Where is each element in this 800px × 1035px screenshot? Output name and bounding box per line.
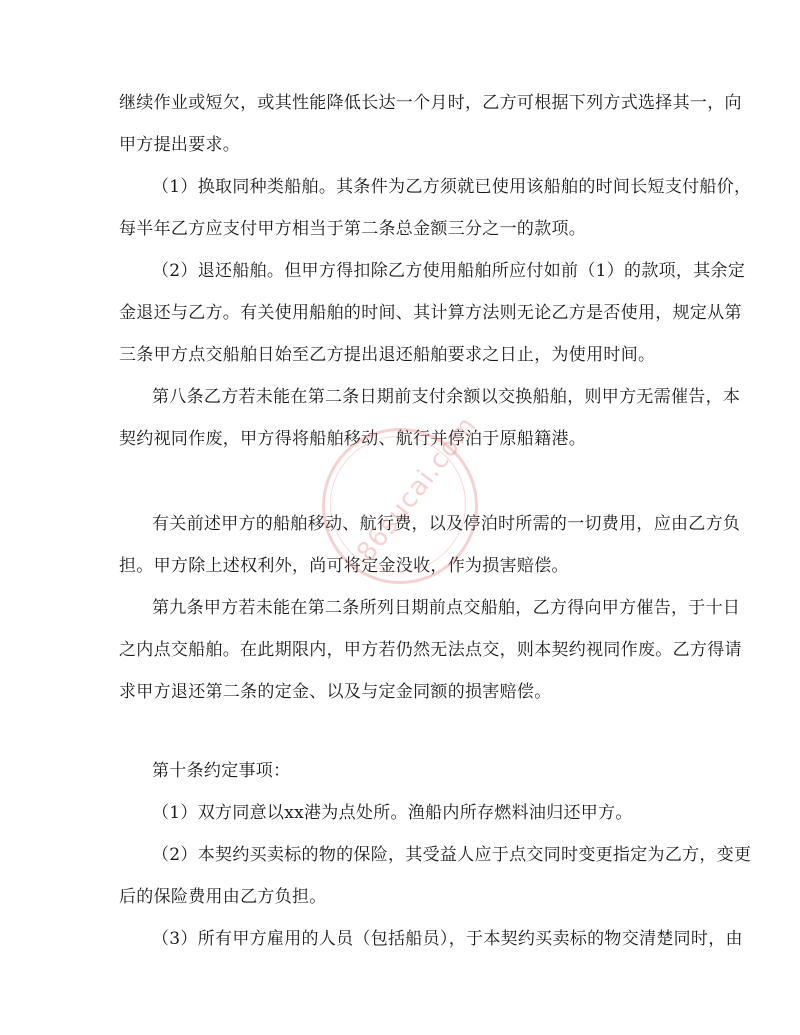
paragraph-line: 每半年乙方应支付甲方相当于第二条总金额三分之一的款项。 <box>119 219 587 239</box>
paragraph-line: （2）退还船舶。但甲方得扣除乙方使用船舶所应付如前（1）的款项，其余定 <box>152 261 746 281</box>
paragraph-line: 三条甲方点交船舶日始至乙方提出退还船舶要求之日止，为使用时间。 <box>119 345 656 365</box>
watermark-text: 86sucai.com <box>351 410 483 568</box>
paragraph-line: 契约视同作废，甲方得将船舶移动、航行并停泊于原船籍港。 <box>119 429 587 449</box>
paragraph-line: 担。甲方除上述权利外，尚可将定金没收，作为损害赔偿。 <box>119 556 569 576</box>
paragraph-line: 有关前述甲方的船舶移动、航行费，以及停泊时所需的一切费用，应由乙方负 <box>152 514 741 534</box>
paragraph-line: （1）双方同意以xx港为点处所。渔船内所存燃料油归还甲方。 <box>152 803 633 823</box>
watermark-inner-ring <box>330 410 483 572</box>
paragraph-line: （2）本契约买卖标的物的保险，其受益人应于点交同时变更指定为乙方，变更 <box>152 845 752 865</box>
paragraph-line: 金退还与乙方。有关使用船舶的时间、其计算方法则无论乙方是否使用，规定从第 <box>119 303 742 323</box>
paragraph-line: 甲方提出要求。 <box>119 135 241 155</box>
paragraph-line: 求甲方退还第二条的定金、以及与定金同额的损害赔偿。 <box>119 682 552 702</box>
paragraph-line: 后的保险费用由乙方负担。 <box>119 887 327 907</box>
paragraph-line: 继续作业或短欠，或其性能降低长达一个月时，乙方可根据下列方式选择其一，向 <box>119 93 742 113</box>
paragraph-line: 第八条乙方若未能在第二条日期前支付余额以交换船舶，则甲方无需催告，本 <box>152 387 741 407</box>
paragraph-line: 之内点交船舶。在此期限内，甲方若仍然无法点交，则本契约视同作废。乙方得请 <box>119 640 742 660</box>
paragraph-line: （3）所有甲方雇用的人员（包括船员），于本契约买卖标的物交清楚同时，由 <box>152 929 743 949</box>
paragraph-line: 第十条约定事项： <box>152 761 291 781</box>
paragraph-line: 第九条甲方若未能在第二条所列日期前点交船舶，乙方得向甲方催告，于十日 <box>152 598 741 618</box>
paragraph-line: （1）换取同种类船舶。其条件为乙方须就已使用该船舶的时间长短支付船价， <box>152 177 752 197</box>
